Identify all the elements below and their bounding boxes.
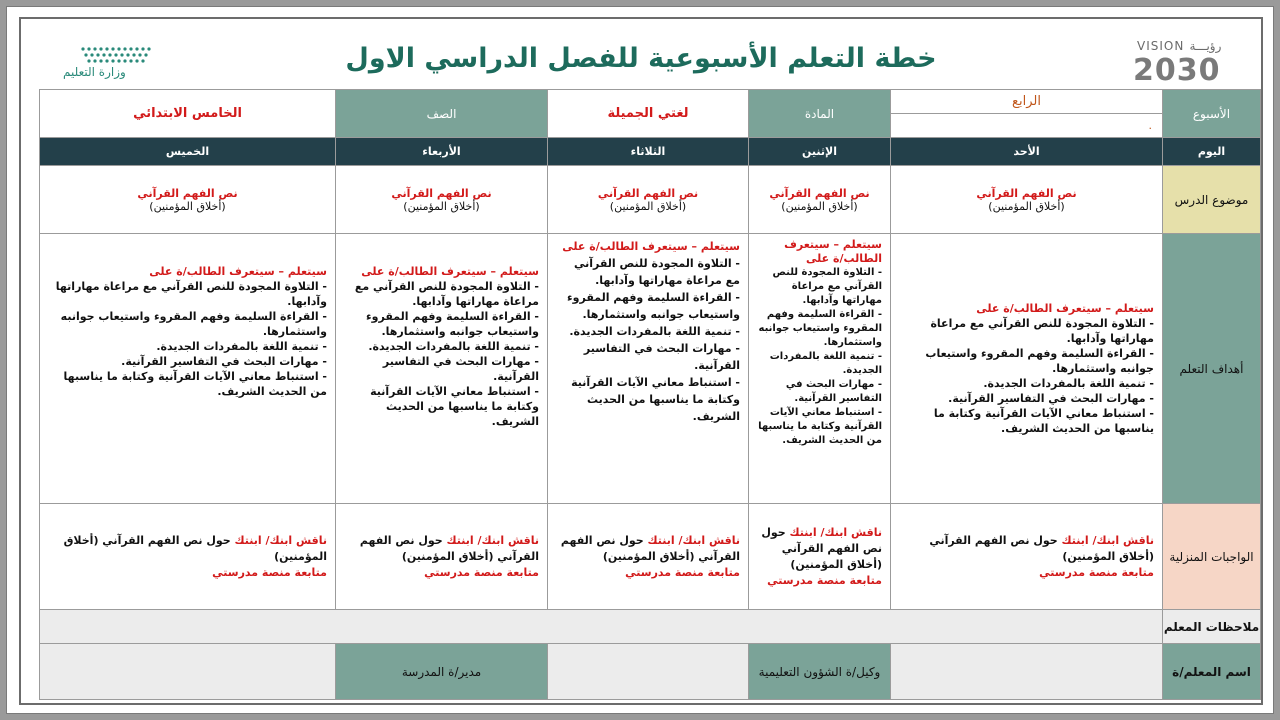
goals-heading: سيتعلم – سيتعرف الطالب/ة على [562, 240, 740, 253]
homework-lead: ناقش ابنك/ ابنتك [1061, 533, 1154, 547]
goal-item: - القراءة السليمة وفهم المقروء واستيعاب جوانبه واستثمارها. [758, 309, 882, 348]
topic-cell [891, 166, 1163, 234]
homework-body: حول نص الفهم القرآني (أخلاق المؤمنين) [560, 533, 740, 563]
week-label: الأسبوع [1163, 90, 1261, 138]
goals-heading: سيتعلم – سيتعرف الطالب/ة على [976, 302, 1154, 315]
homework-cell [336, 504, 548, 610]
goals-cell [891, 234, 1163, 504]
homework-body: حول نص الفهم القرآني (أخلاق المؤمنين) [359, 533, 539, 563]
teacher-name-cell[interactable] [891, 644, 1163, 700]
goals-cell [749, 234, 891, 504]
day-tuesday: الثلاثاء [548, 138, 749, 166]
goal-item: - استنباط معاني الآيات القرآنية وكتابة ما يناسبها من الحديث الشريف. [63, 370, 327, 398]
homework-cell [548, 504, 749, 610]
homework-lead: ناقش ابنك/ ابنتك [647, 533, 740, 547]
goal-item: - التلاوة المجودة للنص القرآني مع مراعاة مهاراتها وآدابها. [930, 317, 1154, 345]
goals-cell [336, 234, 548, 504]
goal-item: - استنباط معاني الآيات القرآنية وكتابة ما يناسبها من الحديث الشريف. [571, 376, 740, 423]
topic-cell [548, 166, 749, 234]
ministry-name: وزارة التعليم [63, 65, 126, 79]
page-outer [6, 6, 1274, 714]
goal-item: - تنمية اللغة بالمفردات الجديدة. [368, 340, 539, 353]
homework-follow: متابعة منصة مدرستي [212, 565, 327, 579]
subject-value: لغتي الجميلة [548, 90, 749, 138]
goal-item: - مهارات البحث في التفاسير القرآنية. [382, 355, 539, 383]
homework-follow: متابعة منصة مدرستي [424, 565, 539, 579]
goal-item: - القراءة السليمة وفهم المقروء واستيعاب جوانبه واستثمارها. [925, 347, 1154, 375]
goal-item: - تنمية اللغة بالمفردات الجديدة. [156, 340, 327, 353]
topic-row [40, 166, 1261, 234]
goal-item: - مهارات البحث في التفاسير القرآنية. [948, 392, 1154, 405]
grade-label: الصف [336, 90, 548, 138]
goal-item: - استنباط معاني الآيات القرآنية وكتابة ما يناسبها من الحديث الشريف. [758, 407, 882, 446]
day-wednesday: الأربعاء [336, 138, 548, 166]
header [21, 19, 1261, 89]
goal-item: - التلاوة المجودة للنص القرآني مع مراعاة مهاراتها وآدابها. [55, 280, 327, 308]
deputy-label: وكيل/ة الشؤون التعليمية [749, 644, 891, 700]
topic-subtitle: (أخلاق المؤمنين) [403, 199, 480, 213]
goals-cell [40, 234, 336, 504]
homework-label: الواجبات المنزلية [1163, 504, 1261, 610]
ministry-logo [43, 45, 173, 89]
goal-item: - القراءة السليمة وفهم المقروء واستيعاب جوانبه واستثمارها. [60, 310, 327, 338]
day-sunday: الأحد [891, 138, 1163, 166]
homework-row [40, 504, 1261, 610]
deputy-name-cell[interactable] [548, 644, 749, 700]
homework-lead: ناقش ابنك/ ابنتك [446, 533, 539, 547]
goal-item: - مهارات البحث في التفاسير القرآنية. [121, 355, 327, 368]
notes-row [40, 610, 1261, 644]
homework-cell [749, 504, 891, 610]
goals-label: أهداف التعلم [1163, 234, 1261, 504]
goals-heading: سيتعلم – سيتعرف الطالب/ة على [149, 265, 327, 278]
topic-subtitle: (أخلاق المؤمنين) [609, 199, 687, 213]
homework-follow: متابعة منصة مدرستي [625, 565, 740, 579]
notes-cell[interactable] [40, 610, 1163, 644]
topic-title: نص الفهم القرآني [137, 186, 238, 200]
weekly-plan-table [39, 89, 1261, 700]
teacher-label: اسم المعلم/ة [1163, 644, 1261, 700]
goal-item: - تنمية اللغة بالمفردات الجديدة. [569, 325, 740, 338]
days-row [40, 138, 1261, 166]
topic-subtitle: (أخلاق المؤمنين) [149, 199, 226, 213]
topic-title: نص الفهم القرآني [976, 186, 1077, 200]
topic-title: نص الفهم القرآني [597, 186, 699, 200]
principal-label: مدير/ة المدرسة [336, 644, 548, 700]
goal-item: - القراءة السليمة وفهم المقروء واستيعاب جوانبه واستثمارها. [567, 291, 740, 321]
ministry-dots-icon [79, 45, 157, 63]
topic-subtitle: (أخلاق المؤمنين) [988, 199, 1065, 213]
principal-name-cell[interactable] [40, 644, 336, 700]
day-thursday: الخميس [40, 138, 336, 166]
goals-heading: سيتعلم – سيتعرف الطالب/ة على [784, 238, 882, 265]
page-title: خطة التعلم الأسبوعية للفصل الدراسي الاول [345, 43, 937, 74]
topic-cell [40, 166, 336, 234]
topic-title: نص الفهم القرآني [391, 186, 492, 200]
goals-cell [548, 234, 749, 504]
homework-cell [40, 504, 336, 610]
goal-item: - التلاوة المجودة للنص القرآني مع مراعاة مهاراتها وآدابها. [772, 267, 882, 306]
goal-item: - استنباط معاني الآيات القرآنية وكتابة ما يناسبها من الحديث الشريف. [370, 385, 539, 428]
goal-item: - القراءة السليمة وفهم المقروء واستيعاب جوانبه واستثمارها. [366, 310, 539, 338]
week-value: الرابع [891, 90, 1163, 114]
info-row [40, 90, 1261, 114]
homework-cell [891, 504, 1163, 610]
homework-body: حول نص الفهم القرآني (أخلاق المؤمنين) [63, 533, 327, 563]
topic-cell [749, 166, 891, 234]
vision-year: 2030 [1133, 53, 1221, 88]
goal-item: - التلاوة المجودة للنص القرآني مع مراعاة مهاراتها وآدابها. [573, 257, 740, 287]
goal-item: - تنمية اللغة بالمفردات الجديدة. [983, 377, 1154, 390]
signature-row [40, 644, 1261, 700]
topic-title: نص الفهم القرآني [769, 186, 870, 200]
homework-lead: ناقش ابنك/ ابنتك [234, 533, 327, 547]
topic-subtitle: (أخلاق المؤمنين) [781, 199, 858, 213]
vision-arabic: رؤيـــة [1189, 39, 1222, 53]
homework-body: حول نص الفهم القرآني (أخلاق المؤمنين) [929, 533, 1154, 563]
goal-item: - مهارات البحث في التفاسير القرآنية. [583, 342, 740, 372]
homework-body: حول نص الفهم القرآني (أخلاق المؤمنين) [761, 525, 882, 571]
topic-label: موضوع الدرس [1163, 166, 1261, 234]
goals-heading: سيتعلم – سيتعرف الطالب/ة على [361, 265, 539, 278]
vision-label: VISION رؤيـــة [1137, 39, 1222, 53]
vision-2030-logo [1129, 39, 1249, 88]
goal-item: - استنباط معاني الآيات القرآنية وكتابة ما يناسبها من الحديث الشريف. [933, 407, 1154, 435]
notes-label: ملاحظات المعلم [1163, 610, 1261, 644]
homework-follow: متابعة منصة مدرستي [1039, 565, 1154, 579]
day-label: اليوم [1163, 138, 1261, 166]
homework-follow: متابعة منصة مدرستي [767, 573, 882, 587]
topic-cell [336, 166, 548, 234]
goal-item: - تنمية اللغة بالمفردات الجديدة. [769, 351, 882, 376]
homework-lead: ناقش ابنك/ ابنتك [789, 525, 882, 539]
subject-label: المادة [749, 90, 891, 138]
goal-item: - التلاوة المجودة للنص القرآني مع مراعاة مهاراتها وآدابها. [354, 280, 539, 308]
goals-row [40, 234, 1261, 504]
day-monday: الإثنين [749, 138, 891, 166]
plan-frame [19, 17, 1263, 705]
grade-value: الخامس الابتدائي [40, 90, 336, 138]
goal-item: - مهارات البحث في التفاسير القرآنية. [785, 379, 882, 404]
week-note: . [891, 114, 1163, 138]
